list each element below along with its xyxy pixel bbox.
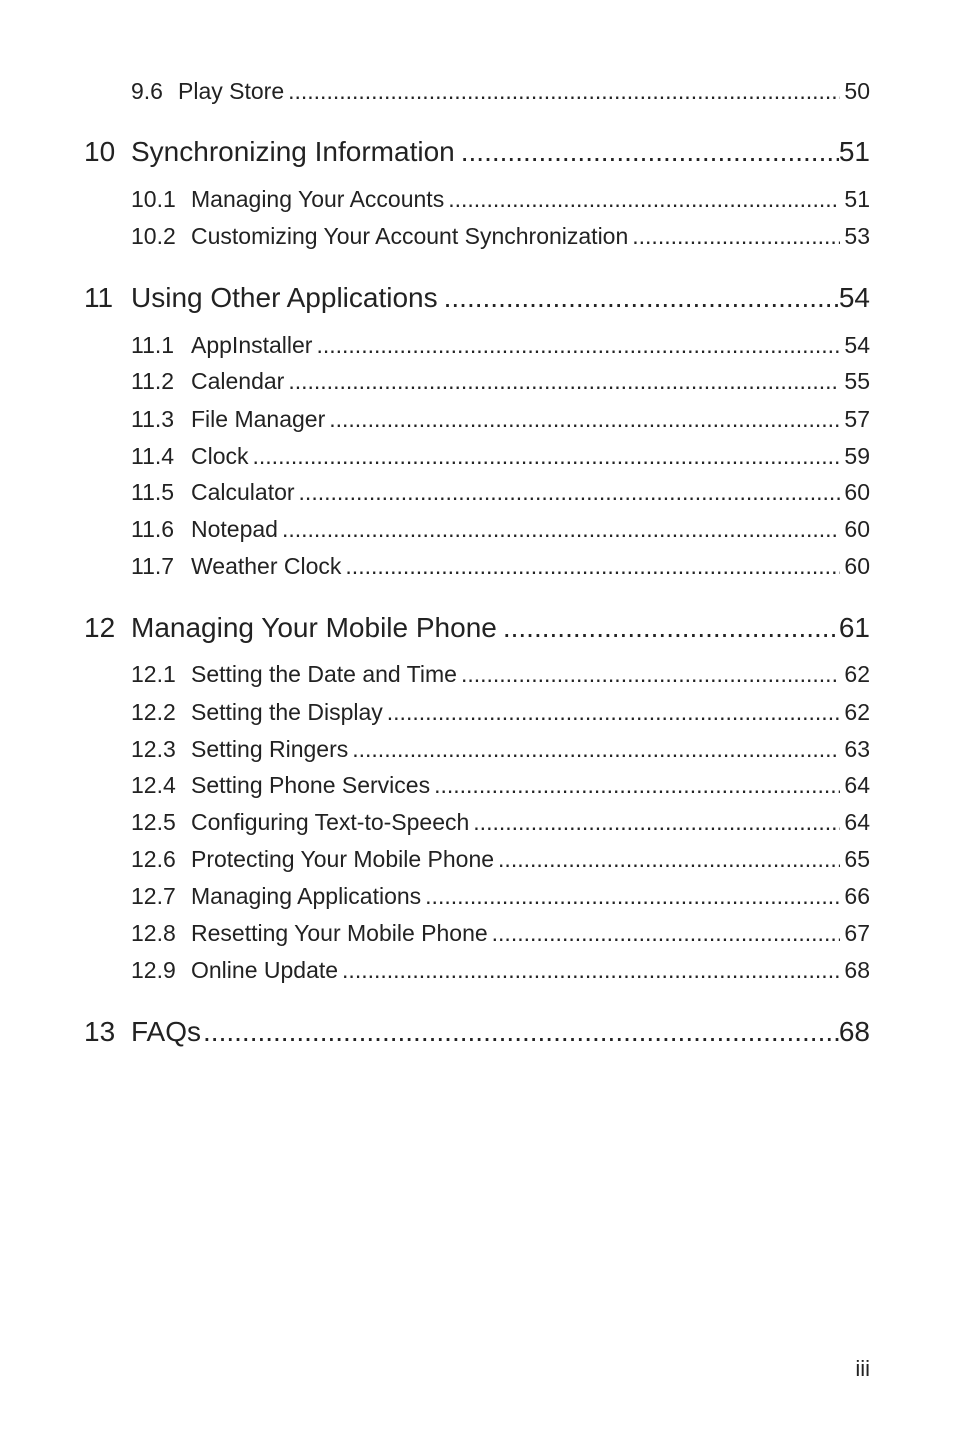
toc-entry-title: Weather Clock: [191, 553, 342, 579]
toc-chapter-title: FAQs: [131, 1016, 202, 1047]
toc-entry-number: 11.2: [131, 368, 175, 394]
toc-leader-dots: [253, 443, 841, 470]
toc-leader-dots: [342, 957, 840, 984]
toc-entry-number: 12.4: [131, 772, 176, 798]
toc-entry-title: Setting the Display: [191, 699, 383, 725]
toc-entry-page: 53: [844, 223, 870, 249]
toc-entry-page: 65: [844, 846, 870, 872]
toc-entry-page: 60: [844, 479, 870, 505]
toc-leader-dots: [461, 136, 839, 168]
toc-entry-12-8[interactable]: [0, 920, 954, 947]
toc-leader-dots: [299, 479, 841, 506]
toc-chapter-number: 13: [84, 1016, 116, 1047]
toc-entry-title: Calendar: [191, 368, 285, 394]
toc-chapter-page: 61: [838, 612, 870, 643]
toc-entry-page: 51: [844, 186, 870, 212]
toc-entry-title: AppInstaller: [191, 332, 313, 358]
toc-entry-title: Setting Ringers: [191, 736, 349, 762]
toc-entry-9-6[interactable]: [0, 78, 954, 105]
toc-entry-page: 57: [844, 406, 870, 432]
toc-entry-11-5[interactable]: [0, 479, 954, 506]
toc-entry-page: 55: [844, 368, 870, 394]
toc-entry-title: Notepad: [191, 516, 278, 542]
toc-entry-title: Online Update: [191, 957, 339, 983]
toc-entry-page: 60: [844, 516, 870, 542]
toc-leader-dots: [461, 661, 840, 688]
toc-chapter-title: Synchronizing Information: [131, 136, 455, 167]
toc-leader-dots: [632, 223, 840, 250]
toc-entry-number: 11.1: [131, 332, 175, 358]
toc-chapter-11[interactable]: [0, 282, 954, 314]
toc-leader-dots: [492, 920, 841, 947]
toc-chapter-page: 54: [838, 282, 870, 313]
toc-entry-12-7[interactable]: [0, 883, 954, 910]
toc-entry-11-7[interactable]: [0, 553, 954, 580]
toc-entry-12-5[interactable]: [0, 809, 954, 836]
toc-leader-dots: [448, 186, 840, 213]
toc-leader-dots: [387, 699, 841, 726]
toc-leader-dots: [434, 772, 840, 799]
toc-chapter-number: 11: [84, 282, 114, 313]
toc-leader-dots: [288, 78, 840, 105]
toc-leader-dots: [498, 846, 840, 873]
toc-entry-10-1[interactable]: [0, 186, 954, 213]
toc-entry-10-2[interactable]: [0, 223, 954, 250]
toc-leader-dots: [345, 553, 840, 580]
toc-entry-number: 12.6: [131, 846, 176, 872]
toc-leader-dots: [503, 612, 839, 644]
toc-entry-12-3[interactable]: [0, 736, 954, 763]
toc-entry-title: Calculator: [191, 479, 295, 505]
toc-entry-number: 12.8: [131, 920, 176, 946]
toc-entry-title: Clock: [191, 443, 249, 469]
toc-entry-title: Protecting Your Mobile Phone: [191, 846, 495, 872]
toc-entry-number: 10.2: [131, 223, 176, 249]
toc-entry-number: 12.3: [131, 736, 176, 762]
page-number: iii: [855, 1356, 870, 1381]
toc-entry-page: 68: [844, 957, 870, 983]
toc-entry-11-2[interactable]: [0, 368, 954, 395]
toc-chapter-title: Using Other Applications: [131, 282, 438, 313]
toc-entry-12-9[interactable]: [0, 957, 954, 984]
toc-entry-title: Managing Applications: [191, 883, 422, 909]
toc-entry-11-3[interactable]: [0, 406, 954, 433]
toc-leader-dots: [288, 368, 840, 395]
toc-entry-number: 11.4: [131, 443, 175, 469]
toc-leader-dots: [203, 1016, 839, 1048]
toc-entry-number: 11.5: [131, 479, 175, 505]
toc-entry-page: 54: [844, 332, 870, 358]
toc-entry-number: 11.6: [131, 516, 175, 542]
toc-chapter-10[interactable]: [0, 136, 954, 168]
toc-chapter-page: 51: [838, 136, 870, 167]
toc-entry-title: Play Store: [178, 78, 285, 104]
toc-leader-dots: [316, 332, 840, 359]
toc-leader-dots: [352, 736, 840, 763]
toc-chapter-13[interactable]: [0, 1016, 954, 1048]
toc-entry-title: Resetting Your Mobile Phone: [191, 920, 488, 946]
toc-entry-number: 12.2: [131, 699, 176, 725]
toc-entry-page: 60: [844, 553, 870, 579]
toc-leader-dots: [329, 406, 840, 433]
toc-chapter-number: 12: [84, 612, 116, 643]
toc-leader-dots: [444, 282, 839, 314]
toc-entry-page: 64: [844, 772, 870, 798]
toc-entry-number: 11.7: [131, 553, 175, 579]
toc-entry-number: 12.9: [131, 957, 176, 983]
toc-entry-number: 9.6: [131, 78, 163, 104]
toc-entry-number: 12.1: [131, 661, 176, 687]
toc-entry-page: 67: [844, 920, 870, 946]
toc-leader-dots: [473, 809, 840, 836]
toc-entry-page: 62: [844, 661, 870, 687]
toc-entry-number: 12.7: [131, 883, 176, 909]
toc-entry-number: 10.1: [131, 186, 176, 212]
toc-entry-11-1[interactable]: [0, 332, 954, 359]
toc-entry-page: 63: [844, 736, 870, 762]
toc-entry-page: 59: [844, 443, 870, 469]
toc-entry-title: File Manager: [191, 406, 326, 432]
toc-entry-title: Customizing Your Account Synchronization: [191, 223, 629, 249]
toc-entry-title: Configuring Text-to-Speech: [191, 809, 470, 835]
toc-chapter-12[interactable]: [0, 612, 954, 644]
toc-entry-title: Setting Phone Services: [191, 772, 431, 798]
toc-entry-page: 50: [844, 78, 870, 104]
toc-entry-12-6[interactable]: [0, 846, 954, 873]
toc-leader-dots: [282, 516, 840, 543]
toc-entry-title: Managing Your Accounts: [191, 186, 445, 212]
toc-entry-title: Setting the Date and Time: [191, 661, 457, 687]
toc-entry-11-4[interactable]: [0, 443, 954, 470]
toc-entry-12-2[interactable]: [0, 699, 954, 726]
toc-entry-12-4[interactable]: [0, 772, 954, 799]
toc-leader-dots: [425, 883, 840, 910]
toc-entry-page: 66: [844, 883, 870, 909]
toc-entry-page: 64: [844, 809, 870, 835]
toc-entry-page: 62: [844, 699, 870, 725]
toc-entry-12-1[interactable]: [0, 661, 954, 688]
toc-entry-11-6[interactable]: [0, 516, 954, 543]
toc-entry-number: 11.3: [131, 406, 175, 432]
toc-chapter-title: Managing Your Mobile Phone: [131, 612, 497, 643]
toc-chapter-page: 68: [838, 1016, 870, 1047]
toc-entry-number: 12.5: [131, 809, 176, 835]
toc-chapter-number: 10: [84, 136, 116, 167]
